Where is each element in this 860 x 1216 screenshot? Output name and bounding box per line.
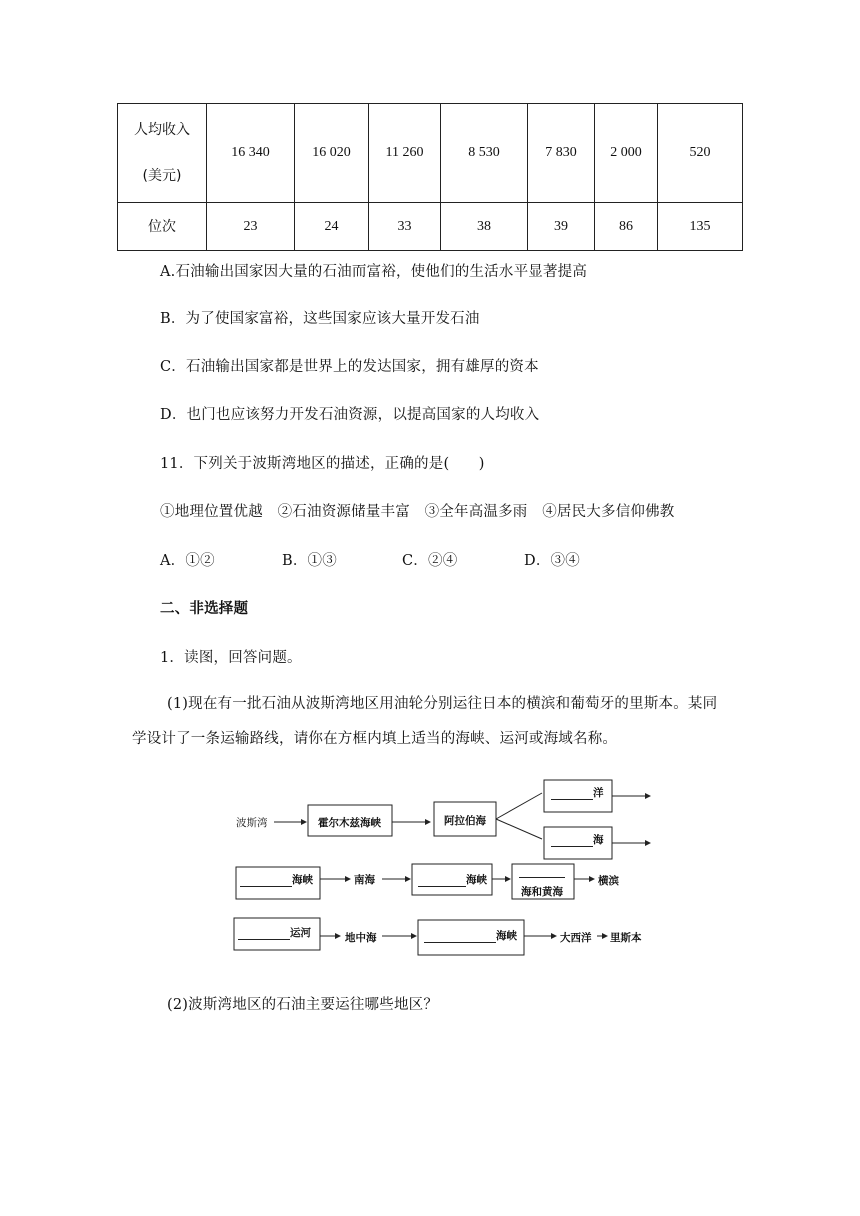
fill-blank: [424, 931, 496, 943]
table-cell: 33: [369, 203, 441, 251]
option-a: A.石油输出国家因大量的石油而富裕，使他们的生活水平显著提高: [160, 264, 588, 280]
table-cell: 23: [207, 203, 295, 251]
fill-blank: [551, 788, 593, 800]
table-cell: 2 000: [595, 104, 658, 203]
label-atlantic: 大西洋: [560, 932, 592, 944]
fill-blank: [238, 928, 290, 940]
blank-canal: [238, 925, 311, 940]
strait-suffix: 海峡: [466, 874, 487, 886]
q11-stem: 11．下列关于波斯湾地区的描述，正确的是( ): [160, 456, 485, 472]
blank-east-sea: [519, 866, 565, 878]
table-cell: 8 530: [441, 104, 528, 203]
label-persian-gulf: 波斯湾: [236, 817, 268, 829]
strait-suffix: 海峡: [496, 930, 517, 942]
q11-statements: ①地理位置优越 ②石油资源储量丰富 ③全年高温多雨 ④居民大多信仰佛教: [160, 504, 675, 520]
table-cell: 16 340: [207, 104, 295, 203]
shipping-route-diagram: [228, 775, 658, 965]
table-cell: 16 020: [295, 104, 369, 203]
table-cell: 24: [295, 203, 369, 251]
table-cell: 135: [658, 203, 743, 251]
table-cell: 38: [441, 203, 528, 251]
row-header-rank: 位次: [118, 203, 207, 251]
table-row-rank: [118, 203, 743, 251]
fill-blank: [418, 875, 466, 887]
section-title: 二、非选择题: [160, 601, 249, 617]
q11-choice-d: D．③④: [524, 553, 580, 569]
strait-suffix: 海峡: [292, 874, 313, 886]
option-b: B．为了使国家富裕，这些国家应该大量开发石油: [160, 311, 480, 327]
blank-strait-1: [240, 872, 313, 887]
label-arabian-sea: 阿拉伯海: [444, 815, 486, 827]
q11-choice-a: A．①②: [160, 553, 215, 569]
row-header-line: 人均收入: [134, 122, 190, 138]
fill-blank: [519, 866, 565, 878]
blank-sea: [551, 832, 604, 847]
blank-ocean: [551, 785, 604, 800]
ocean-suffix: 洋: [593, 787, 604, 799]
q1-part1-line1: (1)现在有一批石油从波斯湾地区用油轮分别运往日本的横滨和葡萄牙的里斯本。某同: [167, 696, 718, 712]
label-lisbon: 里斯本: [610, 932, 642, 944]
q1-part2: (2)波斯湾地区的石油主要运往哪些地区？: [167, 997, 439, 1013]
table-cell: 7 830: [528, 104, 595, 203]
label-mediterranean: 地中海: [345, 932, 377, 944]
option-d: D．也门也应该努力开发石油资源，以提高国家的人均收入: [160, 407, 540, 423]
blank-strait-3: [424, 928, 517, 943]
q1-part1-line2: 学设计了一条运输路线，请你在方框内填上适当的海峡、运河或海域名称。: [132, 731, 618, 747]
row-header-line: (美元): [142, 168, 182, 184]
question-1-stem: 1．读图，回答问题。: [160, 650, 302, 666]
table-cell: 86: [595, 203, 658, 251]
label-yokohama: 横滨: [598, 875, 619, 887]
fill-blank: [551, 835, 593, 847]
table-cell: 520: [658, 104, 743, 203]
q11-choice-c: C．②④: [402, 553, 458, 569]
label-south-china-sea: 南海: [354, 874, 375, 886]
table-cell: 39: [528, 203, 595, 251]
blank-strait-2: [418, 872, 487, 887]
fill-blank: [240, 875, 292, 887]
option-c: C．石油输出国家都是世界上的发达国家，拥有雄厚的资本: [160, 359, 539, 375]
income-ranking-table: [117, 103, 743, 251]
label-hormuz-strait: 霍尔木兹海峡: [318, 817, 381, 829]
label-east-yellow-sea: 海和黄海: [521, 886, 563, 898]
q11-choice-b: B．①③: [282, 553, 337, 569]
row-header-income: [118, 104, 207, 203]
sea-suffix: 海: [593, 834, 604, 846]
table-row-income: [118, 104, 743, 203]
canal-suffix: 运河: [290, 927, 311, 939]
table-cell: 11 260: [369, 104, 441, 203]
